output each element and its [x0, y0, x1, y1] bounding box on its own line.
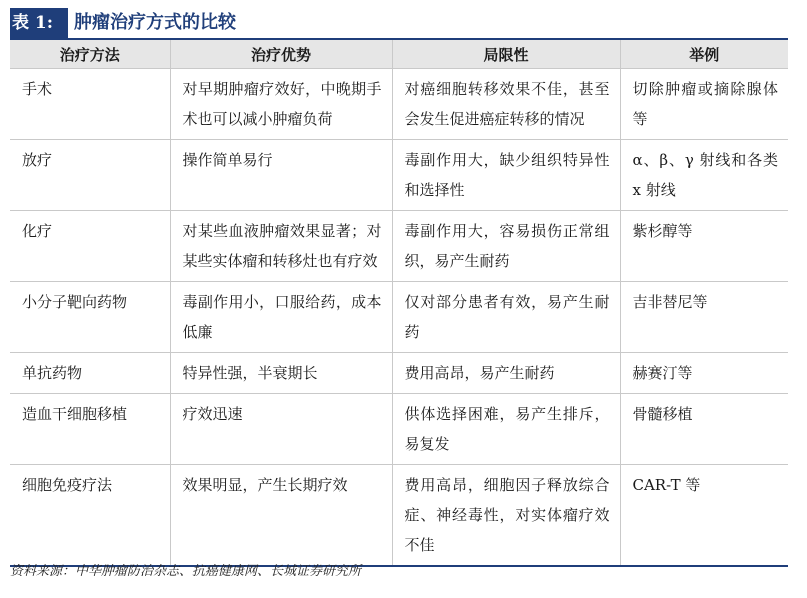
table-number-label: 表 1: — [10, 8, 68, 38]
cell-advantage: 毒副作用小，口服给药，成本低廉 — [170, 282, 392, 353]
cell-method: 小分子靶向药物 — [10, 282, 170, 353]
cell-advantage: 操作简单易行 — [170, 140, 392, 211]
cell-method: 化疗 — [10, 211, 170, 282]
table-title: 肿瘤治疗方式的比较 — [74, 12, 236, 33]
table-title-bar — [10, 8, 788, 40]
cell-limitation: 仅对部分患者有效，易产生耐药 — [392, 282, 620, 353]
cell-limitation: 费用高昂，易产生耐药 — [392, 353, 620, 394]
cell-limitation: 费用高昂，细胞因子释放综合症、神经毒性，对实体瘤疗效不佳 — [392, 465, 620, 567]
cell-advantage: 特异性强，半衰期长 — [170, 353, 392, 394]
cell-method: 造血干细胞移植 — [10, 394, 170, 465]
table-row — [10, 69, 788, 140]
cell-method: 手术 — [10, 69, 170, 140]
table-row — [10, 465, 788, 567]
cell-method: 放疗 — [10, 140, 170, 211]
header-example: 举例 — [620, 40, 788, 69]
cell-method: 细胞免疫疗法 — [10, 465, 170, 567]
source-note: 资料来源：中华肿瘤防治杂志、抗癌健康网、长城证券研究所 — [10, 564, 362, 579]
comparison-table — [10, 40, 788, 567]
cell-limitation: 供体选择困难，易产生排斥，易复发 — [392, 394, 620, 465]
cell-limitation: 对癌细胞转移效果不佳，甚至会发生促进癌症转移的情况 — [392, 69, 620, 140]
cell-advantage: 对某些血液肿瘤效果显著；对某些实体瘤和转移灶也有疗效 — [170, 211, 392, 282]
cell-advantage: 对早期肿瘤疗效好，中晚期手术也可以减小肿瘤负荷 — [170, 69, 392, 140]
cell-example: α、β、γ 射线和各类 x 射线 — [620, 140, 788, 211]
header-advantage: 治疗优势 — [170, 40, 392, 69]
table-row — [10, 394, 788, 465]
cell-example: CAR-T 等 — [620, 465, 788, 567]
cell-example: 吉非替尼等 — [620, 282, 788, 353]
table-row — [10, 353, 788, 394]
cell-example: 切除肿瘤或摘除腺体等 — [620, 69, 788, 140]
cell-example: 紫杉醇等 — [620, 211, 788, 282]
cell-example: 赫赛汀等 — [620, 353, 788, 394]
cell-method: 单抗药物 — [10, 353, 170, 394]
cell-limitation: 毒副作用大，容易损伤正常组织，易产生耐药 — [392, 211, 620, 282]
table-row — [10, 211, 788, 282]
header-method: 治疗方法 — [10, 40, 170, 69]
header-limitation: 局限性 — [392, 40, 620, 69]
cell-limitation: 毒副作用大，缺少组织特异性和选择性 — [392, 140, 620, 211]
table-row — [10, 282, 788, 353]
table-header-row — [10, 40, 788, 69]
cell-advantage: 疗效迅速 — [170, 394, 392, 465]
cell-example: 骨髓移植 — [620, 394, 788, 465]
table-row — [10, 140, 788, 211]
cell-advantage: 效果明显，产生长期疗效 — [170, 465, 392, 567]
